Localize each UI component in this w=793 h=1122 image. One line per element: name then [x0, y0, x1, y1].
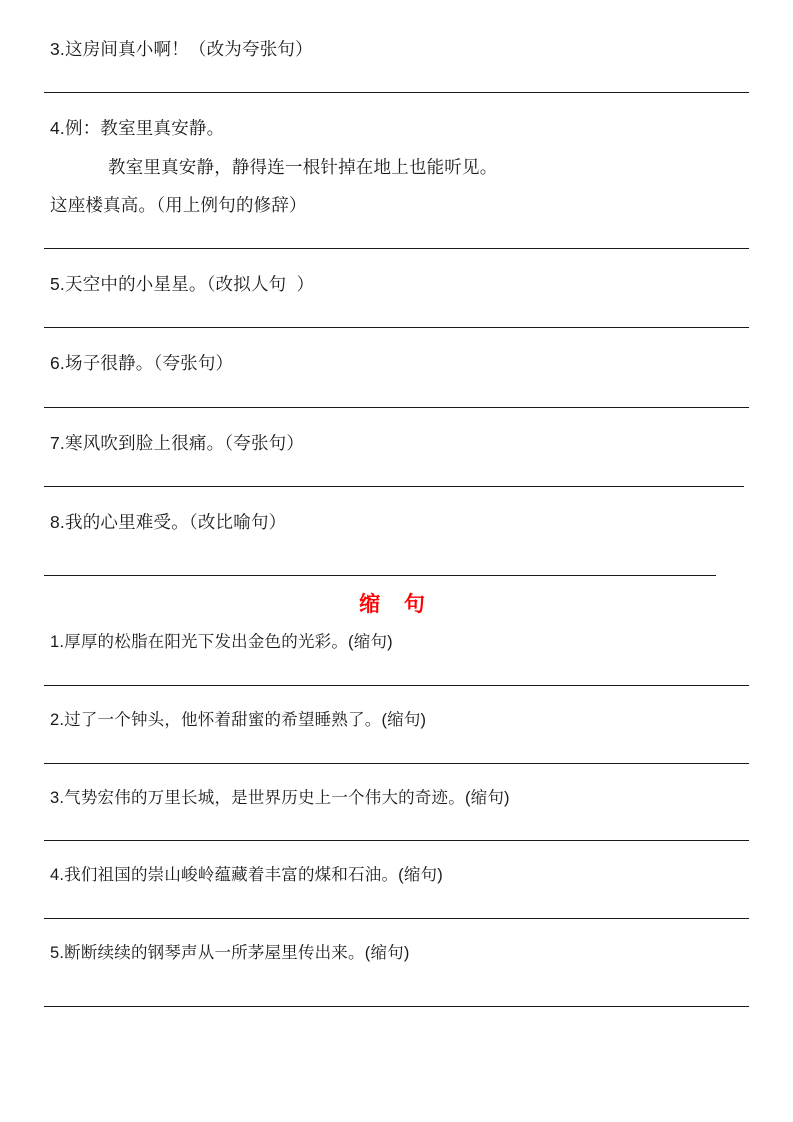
gap-s3-s4 — [44, 841, 749, 863]
question-text-6: 6.场子很静。（夸张句） — [50, 353, 234, 374]
gap-4a-4b — [44, 142, 749, 154]
answer-space-s1 — [44, 655, 749, 685]
question-block-7 — [44, 430, 749, 487]
answer-space-s5 — [44, 966, 749, 1006]
question-text-7: 7.寒风吹到脸上很痛。（夸张句） — [50, 432, 305, 453]
question-text-s2: 2.过了一个钟头，他怀着甜蜜的希望睡熟了。(缩句) — [50, 710, 427, 729]
question-block-8 — [44, 509, 749, 576]
question-text-3: 3.这房间真小啊！（改为夸张句） — [50, 39, 313, 59]
question-block-s3 — [44, 786, 749, 842]
gap-after-section-title — [44, 618, 749, 630]
question-text-4-prompt: 这座楼真高。（用上例句的修辞） — [50, 194, 307, 215]
answer-space-s2 — [44, 733, 749, 763]
question-block-5 — [44, 271, 749, 328]
gap-s4-s5 — [44, 919, 749, 941]
question-text-4-example-sentence: 教室里真安静，静得连一根针掉在地上也能听见。 — [108, 156, 498, 177]
gap-s2-s3 — [44, 764, 749, 786]
gap-3-4 — [44, 93, 749, 115]
answer-space-6 — [44, 377, 749, 407]
question-text-8: 8.我的心里难受。（改比喻句） — [50, 511, 287, 532]
answer-space-s3 — [44, 810, 749, 840]
question-block-s5 — [44, 941, 749, 1007]
gap-4-5 — [44, 249, 749, 271]
answer-space-s4 — [44, 888, 749, 918]
gap-7-8 — [44, 487, 749, 509]
question-block-s4 — [44, 863, 749, 919]
question-text-s1: 1.厚厚的松脂在阳光下发出金色的光彩。(缩句) — [50, 633, 393, 651]
answer-space-7 — [44, 456, 749, 486]
question-block-6 — [44, 350, 749, 407]
question-block-4 — [44, 115, 749, 249]
section-title-suoju: 缩 句 — [359, 593, 434, 616]
answer-space-5 — [44, 297, 749, 327]
gap-4b-4c — [44, 180, 749, 192]
question-block-s2 — [44, 708, 749, 764]
question-text-5: 5.天空中的小星星。（改拟人句 ） — [50, 274, 315, 294]
question-text-s4: 4.我们祖国的崇山峻岭蕴藏着丰富的煤和石油。(缩句) — [50, 866, 443, 885]
answer-space-4 — [44, 218, 749, 248]
gap-6-7 — [44, 408, 749, 430]
gap-before-section-title — [44, 576, 749, 588]
question-text-s3: 3.气势宏伟的万里长城，是世界历史上一个伟大的奇迹。(缩句) — [50, 788, 510, 807]
answer-line-s5 — [44, 1006, 749, 1007]
answer-space-3 — [44, 62, 749, 92]
question-block-3 — [44, 36, 749, 93]
gap-s1-s2 — [44, 686, 749, 708]
question-text-4-example-label: 4.例：教室里真安静。 — [50, 118, 225, 139]
answer-space-8 — [44, 535, 749, 575]
gap-5-6 — [44, 328, 749, 350]
question-text-s5: 5.断断续续的钢琴声从一所茅屋里传出来。(缩句) — [50, 944, 410, 962]
question-block-s1 — [44, 630, 749, 686]
